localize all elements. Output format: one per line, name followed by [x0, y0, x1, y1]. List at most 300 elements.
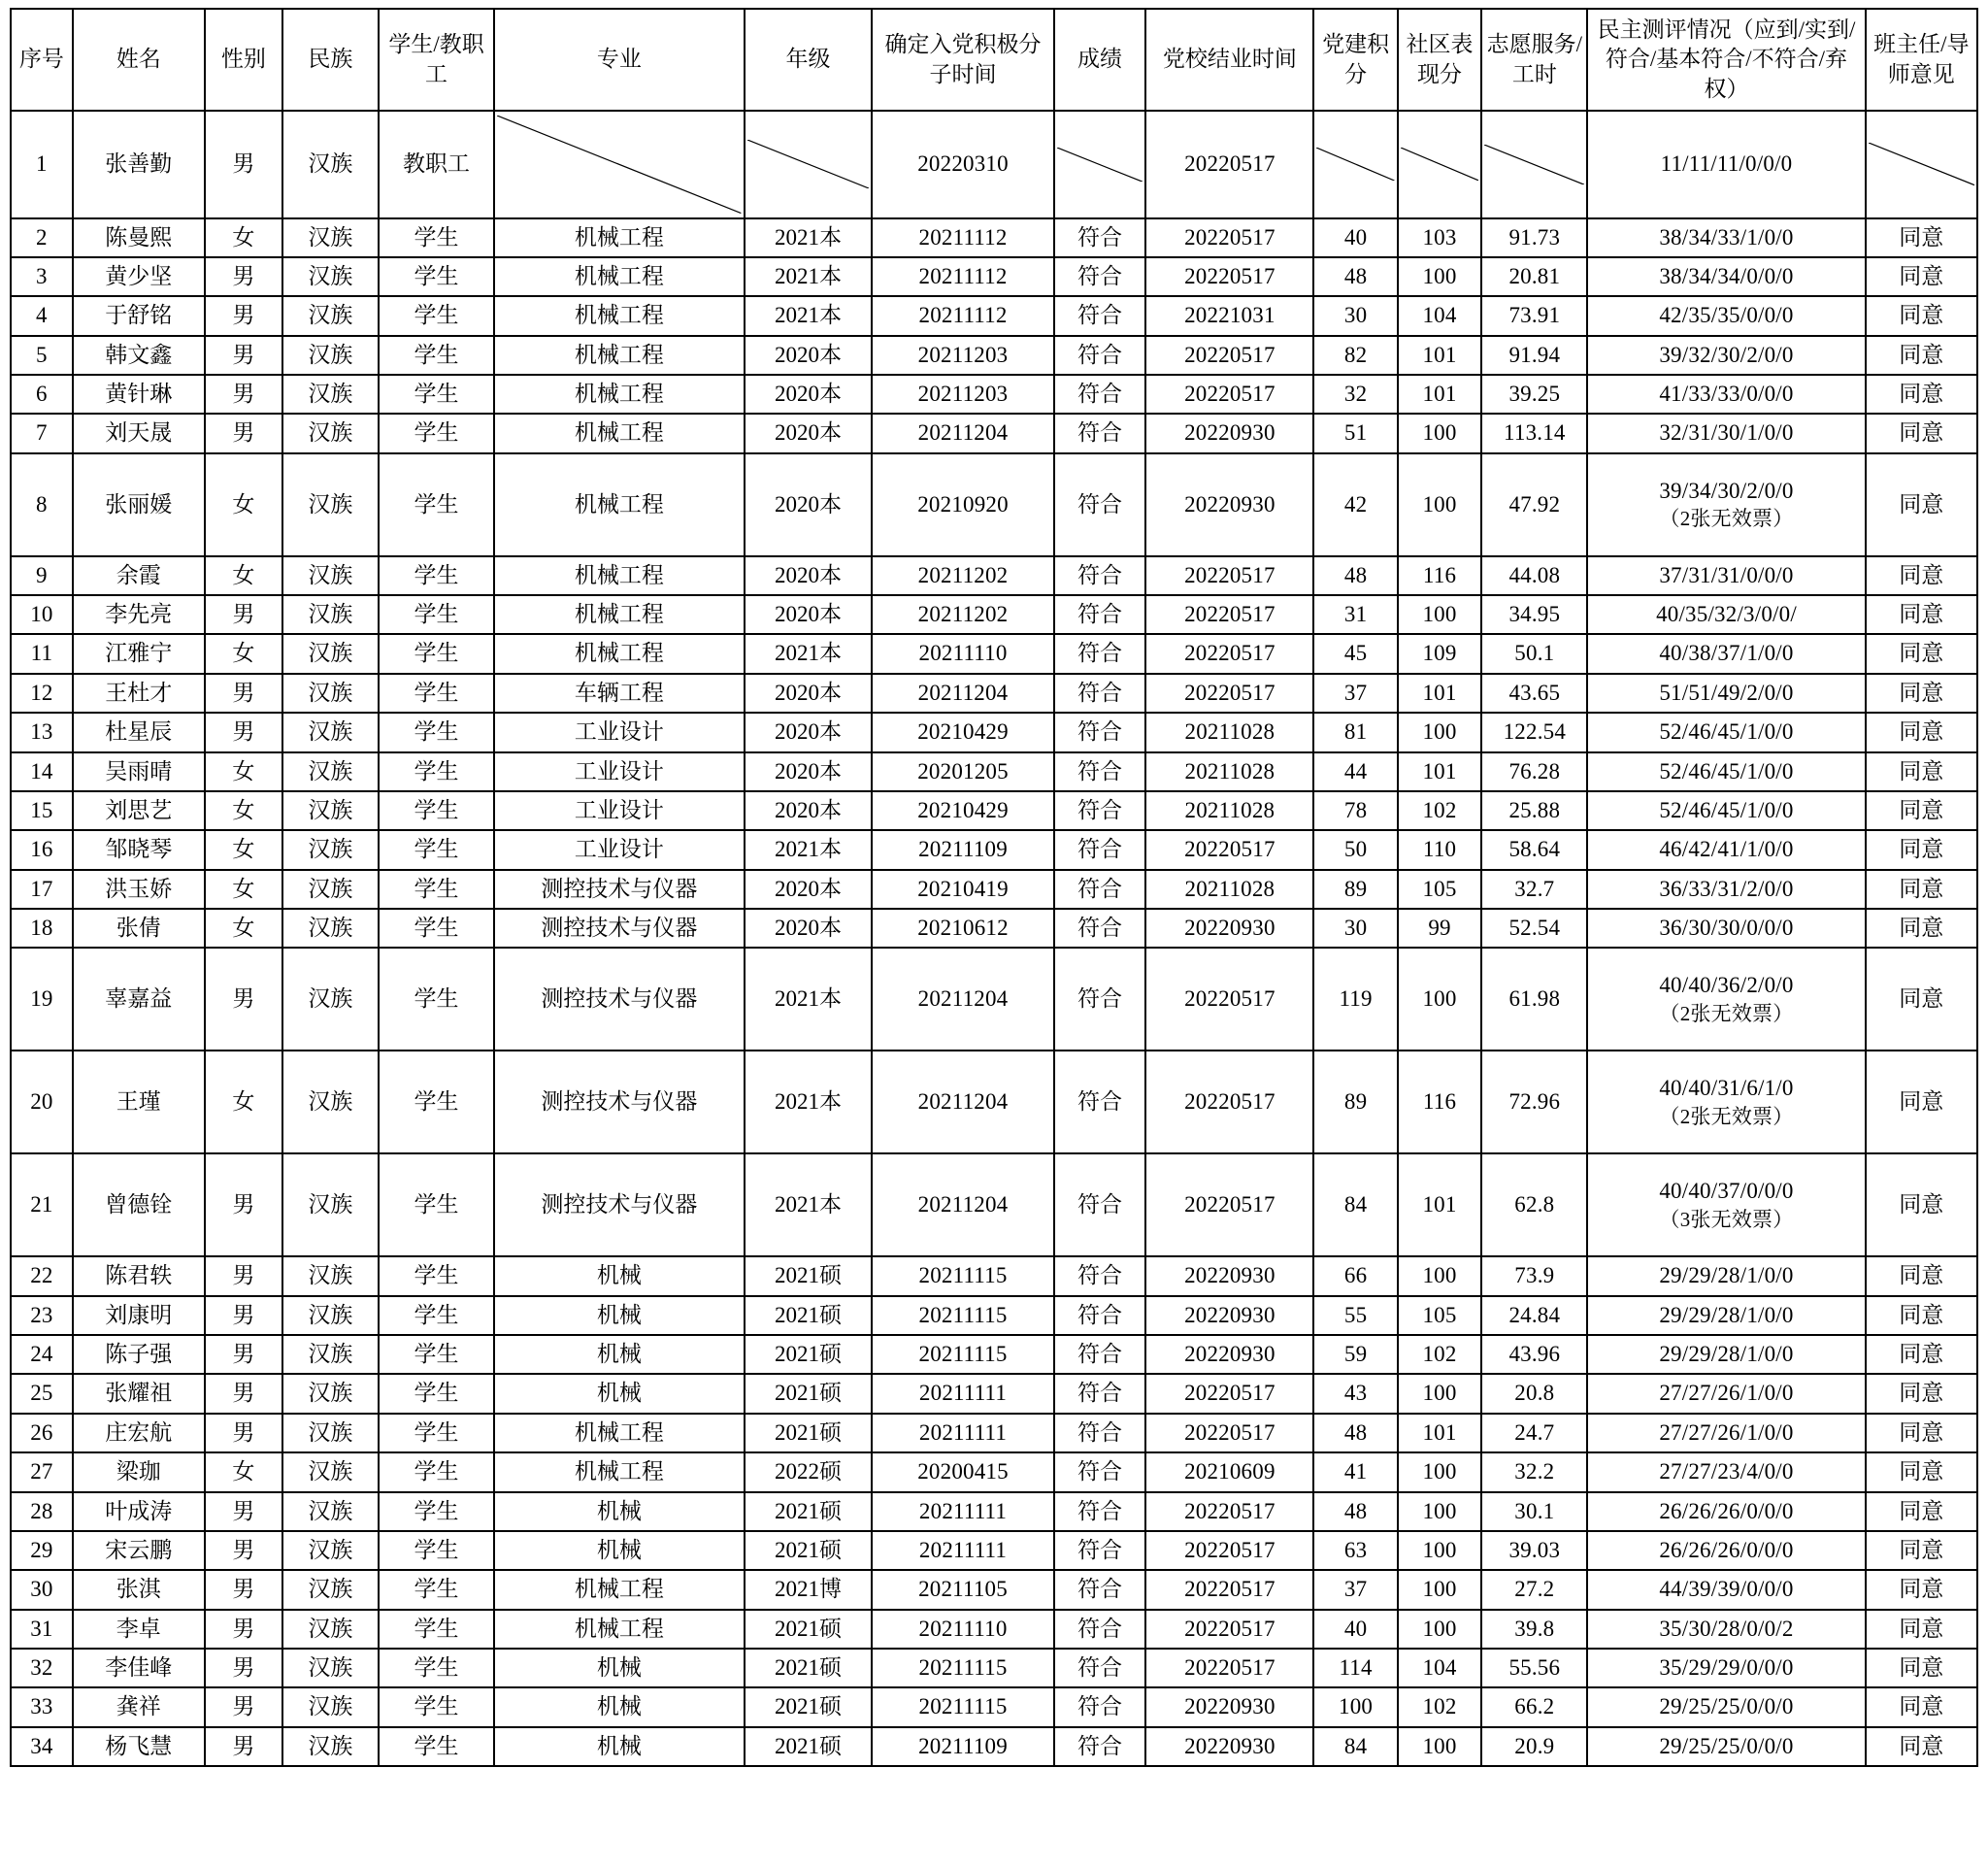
cell-party-school-date: 20220517 — [1145, 1492, 1313, 1531]
cell-party-points: 78 — [1313, 791, 1397, 830]
cell-democratic-evaluation: 40/35/32/3/0/0/ — [1587, 595, 1865, 634]
cell-score: 符合 — [1054, 1452, 1146, 1491]
cell-seq: 11 — [11, 634, 73, 673]
cell-democratic-evaluation: 27/27/26/1/0/0 — [1587, 1414, 1865, 1452]
cell-person-type: 学生 — [379, 336, 494, 375]
diagonal-line-icon — [1484, 145, 1584, 184]
cell-party-school-date: 20220930 — [1145, 453, 1313, 556]
cell-advisor-opinion: 同意 — [1866, 1452, 1977, 1491]
cell-party-school-date: 20211028 — [1145, 870, 1313, 909]
cell-score: 符合 — [1054, 1727, 1146, 1766]
cell-score: 符合 — [1054, 1296, 1146, 1335]
cell-ethnicity: 汉族 — [282, 1492, 379, 1531]
cell-activist-date: 20211110 — [872, 1610, 1053, 1649]
cell-grade: 2021硕 — [745, 1531, 873, 1570]
col-header-volunteer-hours: 志愿服务/工时 — [1481, 9, 1587, 111]
col-header-grade: 年级 — [745, 9, 873, 111]
cell-major: 机械工程 — [494, 1570, 744, 1609]
col-header-person-type: 学生/教职工 — [379, 9, 494, 111]
cell-party-points: 59 — [1313, 1335, 1397, 1374]
cell-person-type: 学生 — [379, 1374, 494, 1413]
cell-name: 刘天晟 — [73, 414, 205, 452]
cell-gender: 女 — [205, 634, 282, 673]
cell-name: 辜嘉益 — [73, 948, 205, 1051]
cell-advisor-opinion: 同意 — [1866, 1153, 1977, 1256]
cell-seq: 33 — [11, 1687, 73, 1726]
cell-person-type: 学生 — [379, 713, 494, 751]
cell-grade: 2021硕 — [745, 1727, 873, 1766]
cell-advisor-opinion: 同意 — [1866, 556, 1977, 595]
cell-party-school-date: 20220517 — [1145, 674, 1313, 713]
cell-score: 符合 — [1054, 1649, 1146, 1687]
cell-volunteer-hours: 27.2 — [1481, 1570, 1587, 1609]
cell-seq: 5 — [11, 336, 73, 375]
cell-seq: 18 — [11, 909, 73, 948]
diagonal-strike — [1316, 148, 1394, 181]
cell-party-points: 40 — [1313, 218, 1397, 257]
cell-volunteer-hours: 24.7 — [1481, 1414, 1587, 1452]
cell-major: 机械工程 — [494, 257, 744, 296]
cell-score: 符合 — [1054, 1374, 1146, 1413]
cell-major: 机械 — [494, 1649, 744, 1687]
cell-party-school-date: 20220930 — [1145, 1687, 1313, 1726]
cell-grade: 2020本 — [745, 752, 873, 791]
cell-community-score: 105 — [1398, 870, 1481, 909]
cell-seq: 10 — [11, 595, 73, 634]
cell-democratic-evaluation: 44/39/39/0/0/0 — [1587, 1570, 1865, 1609]
cell-party-school-date: 20220930 — [1145, 1727, 1313, 1766]
cell-democratic-evaluation: 36/33/31/2/0/0 — [1587, 870, 1865, 909]
cell-seq: 22 — [11, 1256, 73, 1295]
cell-party-points: 31 — [1313, 595, 1397, 634]
cell-seq: 25 — [11, 1374, 73, 1413]
cell-seq: 32 — [11, 1649, 73, 1687]
cell-ethnicity: 汉族 — [282, 336, 379, 375]
cell-advisor-opinion: 同意 — [1866, 1374, 1977, 1413]
cell-community-score: 100 — [1398, 595, 1481, 634]
cell-major: 机械工程 — [494, 634, 744, 673]
cell-seq: 31 — [11, 1610, 73, 1649]
cell-volunteer-hours: 25.88 — [1481, 791, 1587, 830]
cell-advisor-opinion: 同意 — [1866, 1727, 1977, 1766]
cell-party-points: 40 — [1313, 1610, 1397, 1649]
cell-advisor-opinion: 同意 — [1866, 1414, 1977, 1452]
cell-person-type: 学生 — [379, 595, 494, 634]
cell-person-type: 学生 — [379, 1570, 494, 1609]
cell-democratic-evaluation: 41/33/33/0/0/0 — [1587, 375, 1865, 414]
cell-party-school-date: 20220930 — [1145, 414, 1313, 452]
cell-seq: 14 — [11, 752, 73, 791]
cell-gender: 男 — [205, 1153, 282, 1256]
cell-community-score: 102 — [1398, 1687, 1481, 1726]
cell-score: 符合 — [1054, 1687, 1146, 1726]
cell-democratic-evaluation: 46/42/41/1/0/0 — [1587, 830, 1865, 869]
cell-gender: 男 — [205, 1531, 282, 1570]
cell-party-points: 81 — [1313, 713, 1397, 751]
cell-advisor-opinion: 同意 — [1866, 713, 1977, 751]
table-row — [11, 1610, 1977, 1649]
cell-name: 张耀祖 — [73, 1374, 205, 1413]
cell-person-type: 学生 — [379, 1452, 494, 1491]
cell-name: 张淇 — [73, 1570, 205, 1609]
cell-advisor-opinion: 同意 — [1866, 1687, 1977, 1726]
cell-party-school-date: 20220517 — [1145, 257, 1313, 296]
cell-community-score: 100 — [1398, 713, 1481, 751]
cell-volunteer-hours: 61.98 — [1481, 948, 1587, 1051]
cell-seq: 30 — [11, 1570, 73, 1609]
cell-major: 工业设计 — [494, 752, 744, 791]
cell-score — [1054, 111, 1146, 218]
cell-activist-date: 20211110 — [872, 634, 1053, 673]
col-header-party-points: 党建积分 — [1313, 9, 1397, 111]
cell-community-score: 101 — [1398, 674, 1481, 713]
cell-party-school-date: 20220930 — [1145, 1335, 1313, 1374]
diagonal-line-icon — [1316, 148, 1394, 181]
cell-community-score: 116 — [1398, 556, 1481, 595]
cell-major: 测控技术与仪器 — [494, 870, 744, 909]
cell-grade: 2021本 — [745, 948, 873, 1051]
cell-major: 机械 — [494, 1335, 744, 1374]
cell-name: 韩文鑫 — [73, 336, 205, 375]
cell-name: 叶成涛 — [73, 1492, 205, 1531]
cell-party-points: 100 — [1313, 1687, 1397, 1726]
cell-major: 工业设计 — [494, 713, 744, 751]
cell-person-type: 学生 — [379, 1414, 494, 1452]
cell-party-points: 43 — [1313, 1374, 1397, 1413]
col-header-score: 成绩 — [1054, 9, 1146, 111]
cell-grade: 2021硕 — [745, 1687, 873, 1726]
cell-major: 测控技术与仪器 — [494, 1051, 744, 1153]
cell-activist-date: 20211111 — [872, 1374, 1053, 1413]
cell-activist-date: 20211109 — [872, 830, 1053, 869]
cell-volunteer-hours: 20.81 — [1481, 257, 1587, 296]
cell-party-school-date: 20220517 — [1145, 375, 1313, 414]
cell-name: 曾德铨 — [73, 1153, 205, 1256]
col-header-activist-date: 确定入党积极分子时间 — [872, 9, 1053, 111]
cell-volunteer-hours: 50.1 — [1481, 634, 1587, 673]
cell-democratic-evaluation: 29/29/28/1/0/0 — [1587, 1256, 1865, 1295]
cell-party-points: 30 — [1313, 909, 1397, 948]
cell-community-score: 104 — [1398, 296, 1481, 335]
cell-community-score: 116 — [1398, 1051, 1481, 1153]
diagonal-strike — [1869, 143, 1974, 185]
cell-activist-date: 20210612 — [872, 909, 1053, 948]
cell-community-score: 100 — [1398, 414, 1481, 452]
cell-party-points: 63 — [1313, 1531, 1397, 1570]
cell-activist-date: 20211204 — [872, 1153, 1053, 1256]
cell-seq: 21 — [11, 1153, 73, 1256]
cell-democratic-evaluation: 35/29/29/0/0/0 — [1587, 1649, 1865, 1687]
table-row — [11, 870, 1977, 909]
cell-party-points: 50 — [1313, 830, 1397, 869]
cell-community-score: 101 — [1398, 336, 1481, 375]
cell-major: 机械 — [494, 1687, 744, 1726]
cell-party-school-date: 20220517 — [1145, 336, 1313, 375]
cell-person-type: 学生 — [379, 752, 494, 791]
cell-democratic-evaluation: 39/34/30/2/0/0 （2张无效票） — [1587, 453, 1865, 556]
cell-party-points: 48 — [1313, 1492, 1397, 1531]
cell-advisor-opinion: 同意 — [1866, 375, 1977, 414]
cell-score: 符合 — [1054, 218, 1146, 257]
cell-gender: 男 — [205, 713, 282, 751]
cell-gender: 男 — [205, 595, 282, 634]
cell-gender: 女 — [205, 752, 282, 791]
cell-volunteer-hours: 30.1 — [1481, 1492, 1587, 1531]
cell-score: 符合 — [1054, 1335, 1146, 1374]
cell-seq: 7 — [11, 414, 73, 452]
cell-name: 王瑾 — [73, 1051, 205, 1153]
cell-gender: 女 — [205, 830, 282, 869]
cell-seq: 12 — [11, 674, 73, 713]
cell-party-school-date: 20211028 — [1145, 713, 1313, 751]
cell-activist-date: 20211115 — [872, 1649, 1053, 1687]
table-row — [11, 1153, 1977, 1256]
cell-name: 刘思艺 — [73, 791, 205, 830]
cell-democratic-evaluation: 40/40/37/0/0/0 （3张无效票） — [1587, 1153, 1865, 1256]
cell-name: 陈曼熙 — [73, 218, 205, 257]
table-row — [11, 336, 1977, 375]
cell-score: 符合 — [1054, 1570, 1146, 1609]
cell-person-type: 学生 — [379, 1687, 494, 1726]
col-header-ethnicity: 民族 — [282, 9, 379, 111]
cell-community-score: 102 — [1398, 1335, 1481, 1374]
cell-party-school-date: 20220930 — [1145, 1256, 1313, 1295]
cell-volunteer-hours: 122.54 — [1481, 713, 1587, 751]
cell-activist-date: 20211115 — [872, 1687, 1053, 1726]
cell-activist-date: 20211112 — [872, 257, 1053, 296]
cell-democratic-evaluation: 29/25/25/0/0/0 — [1587, 1687, 1865, 1726]
cell-person-type: 学生 — [379, 1531, 494, 1570]
cell-name: 邹晓琴 — [73, 830, 205, 869]
cell-democratic-evaluation: 29/25/25/0/0/0 — [1587, 1727, 1865, 1766]
party-applicant-table — [10, 8, 1978, 1767]
cell-score: 符合 — [1054, 296, 1146, 335]
cell-person-type: 学生 — [379, 674, 494, 713]
cell-seq: 8 — [11, 453, 73, 556]
cell-gender: 男 — [205, 1492, 282, 1531]
cell-party-points: 84 — [1313, 1727, 1397, 1766]
cell-gender: 女 — [205, 453, 282, 556]
cell-ethnicity: 汉族 — [282, 1296, 379, 1335]
cell-party-points: 30 — [1313, 296, 1397, 335]
cell-activist-date: 20210429 — [872, 713, 1053, 751]
cell-volunteer-hours: 32.7 — [1481, 870, 1587, 909]
cell-democratic-evaluation: 52/46/45/1/0/0 — [1587, 791, 1865, 830]
cell-major: 工业设计 — [494, 791, 744, 830]
cell-grade: 2021硕 — [745, 1649, 873, 1687]
cell-democratic-evaluation: 40/38/37/1/0/0 — [1587, 634, 1865, 673]
cell-grade: 2021硕 — [745, 1492, 873, 1531]
table-row — [11, 1531, 1977, 1570]
cell-name: 刘康明 — [73, 1296, 205, 1335]
cell-person-type: 学生 — [379, 375, 494, 414]
table-row — [11, 218, 1977, 257]
cell-grade: 2020本 — [745, 909, 873, 948]
table-row — [11, 830, 1977, 869]
cell-person-type: 学生 — [379, 453, 494, 556]
cell-gender: 男 — [205, 111, 282, 218]
cell-party-school-date: 20221031 — [1145, 296, 1313, 335]
cell-score: 符合 — [1054, 556, 1146, 595]
cell-major — [494, 111, 744, 218]
cell-ethnicity: 汉族 — [282, 870, 379, 909]
cell-name: 李佳峰 — [73, 1649, 205, 1687]
cell-volunteer-hours: 44.08 — [1481, 556, 1587, 595]
cell-major: 机械 — [494, 1374, 744, 1413]
cell-community-score: 103 — [1398, 218, 1481, 257]
cell-ethnicity: 汉族 — [282, 1335, 379, 1374]
cell-advisor-opinion: 同意 — [1866, 1610, 1977, 1649]
cell-community-score: 99 — [1398, 909, 1481, 948]
cell-person-type: 学生 — [379, 296, 494, 335]
cell-person-type: 学生 — [379, 1296, 494, 1335]
cell-score: 符合 — [1054, 1051, 1146, 1153]
cell-party-school-date: 20220517 — [1145, 1414, 1313, 1452]
cell-person-type: 学生 — [379, 414, 494, 452]
cell-volunteer-hours: 34.95 — [1481, 595, 1587, 634]
cell-score: 符合 — [1054, 948, 1146, 1051]
cell-volunteer-hours: 39.25 — [1481, 375, 1587, 414]
cell-party-points: 45 — [1313, 634, 1397, 673]
cell-ethnicity: 汉族 — [282, 556, 379, 595]
cell-seq: 27 — [11, 1452, 73, 1491]
cell-grade: 2021硕 — [745, 1610, 873, 1649]
cell-democratic-evaluation: 36/30/30/0/0/0 — [1587, 909, 1865, 948]
cell-grade: 2020本 — [745, 336, 873, 375]
cell-democratic-evaluation: 26/26/26/0/0/0 — [1587, 1531, 1865, 1570]
cell-major: 机械工程 — [494, 1452, 744, 1491]
cell-major: 车辆工程 — [494, 674, 744, 713]
cell-advisor-opinion: 同意 — [1866, 257, 1977, 296]
cell-democratic-evaluation: 52/46/45/1/0/0 — [1587, 713, 1865, 751]
cell-democratic-evaluation: 42/35/35/0/0/0 — [1587, 296, 1865, 335]
cell-seq: 29 — [11, 1531, 73, 1570]
cell-party-points: 89 — [1313, 1051, 1397, 1153]
table-row — [11, 791, 1977, 830]
cell-democratic-evaluation: 40/40/31/6/1/0 （2张无效票） — [1587, 1051, 1865, 1153]
cell-party-points: 42 — [1313, 453, 1397, 556]
cell-person-type: 学生 — [379, 218, 494, 257]
cell-activist-date: 20210429 — [872, 791, 1053, 830]
cell-community-score: 100 — [1398, 1727, 1481, 1766]
cell-activist-date: 20220310 — [872, 111, 1053, 218]
cell-gender: 男 — [205, 296, 282, 335]
diagonal-strike — [1057, 148, 1143, 182]
cell-activist-date: 20211109 — [872, 1727, 1053, 1766]
cell-grade: 2021本 — [745, 218, 873, 257]
cell-party-points: 37 — [1313, 1570, 1397, 1609]
table-body — [11, 111, 1977, 1766]
cell-major: 机械 — [494, 1256, 744, 1295]
cell-seq: 9 — [11, 556, 73, 595]
table-row — [11, 1492, 1977, 1531]
table-row — [11, 453, 1977, 556]
cell-ethnicity: 汉族 — [282, 634, 379, 673]
cell-gender: 男 — [205, 1414, 282, 1452]
cell-community-score: 100 — [1398, 948, 1481, 1051]
cell-advisor-opinion: 同意 — [1866, 634, 1977, 673]
cell-person-type: 学生 — [379, 791, 494, 830]
cell-party-school-date: 20210609 — [1145, 1452, 1313, 1491]
table-row — [11, 909, 1977, 948]
cell-name: 吴雨晴 — [73, 752, 205, 791]
cell-ethnicity: 汉族 — [282, 752, 379, 791]
cell-activist-date: 20211204 — [872, 674, 1053, 713]
cell-ethnicity: 汉族 — [282, 414, 379, 452]
cell-volunteer-hours: 73.9 — [1481, 1256, 1587, 1295]
cell-community-score: 100 — [1398, 1610, 1481, 1649]
cell-volunteer-hours: 20.8 — [1481, 1374, 1587, 1413]
cell-score: 符合 — [1054, 1256, 1146, 1295]
cell-party-points: 32 — [1313, 375, 1397, 414]
cell-ethnicity: 汉族 — [282, 1531, 379, 1570]
cell-volunteer-hours: 91.94 — [1481, 336, 1587, 375]
cell-activist-date: 20200415 — [872, 1452, 1053, 1491]
cell-ethnicity: 汉族 — [282, 1256, 379, 1295]
cell-community-score: 101 — [1398, 375, 1481, 414]
cell-gender: 女 — [205, 870, 282, 909]
cell-major: 机械 — [494, 1492, 744, 1531]
cell-seq: 17 — [11, 870, 73, 909]
cell-volunteer-hours: 91.73 — [1481, 218, 1587, 257]
cell-gender: 男 — [205, 375, 282, 414]
cell-person-type: 教职工 — [379, 111, 494, 218]
cell-democratic-evaluation: 38/34/34/0/0/0 — [1587, 257, 1865, 296]
col-header-gender: 性别 — [205, 9, 282, 111]
cell-advisor-opinion: 同意 — [1866, 909, 1977, 948]
cell-seq: 13 — [11, 713, 73, 751]
cell-volunteer-hours: 43.96 — [1481, 1335, 1587, 1374]
cell-democratic-evaluation: 52/46/45/1/0/0 — [1587, 752, 1865, 791]
cell-grade: 2021硕 — [745, 1374, 873, 1413]
cell-score: 符合 — [1054, 1531, 1146, 1570]
cell-party-school-date: 20220517 — [1145, 634, 1313, 673]
cell-party-school-date: 20220517 — [1145, 1570, 1313, 1609]
cell-ethnicity: 汉族 — [282, 909, 379, 948]
cell-activist-date: 20201205 — [872, 752, 1053, 791]
cell-community-score: 100 — [1398, 1492, 1481, 1531]
cell-activist-date: 20211115 — [872, 1335, 1053, 1374]
cell-ethnicity: 汉族 — [282, 1610, 379, 1649]
cell-grade: 2020本 — [745, 870, 873, 909]
cell-democratic-evaluation: 29/29/28/1/0/0 — [1587, 1335, 1865, 1374]
cell-name: 洪玉娇 — [73, 870, 205, 909]
cell-major: 机械工程 — [494, 218, 744, 257]
cell-party-points: 89 — [1313, 870, 1397, 909]
cell-volunteer-hours: 47.92 — [1481, 453, 1587, 556]
cell-community-score: 100 — [1398, 257, 1481, 296]
cell-activist-date: 20211112 — [872, 218, 1053, 257]
cell-grade: 2021本 — [745, 634, 873, 673]
cell-grade: 2020本 — [745, 791, 873, 830]
diagonal-strike — [497, 116, 741, 214]
cell-score: 符合 — [1054, 453, 1146, 556]
cell-score: 符合 — [1054, 634, 1146, 673]
cell-democratic-evaluation: 39/32/30/2/0/0 — [1587, 336, 1865, 375]
cell-party-school-date: 20220517 — [1145, 1610, 1313, 1649]
cell-party-school-date: 20220517 — [1145, 111, 1313, 218]
cell-community-score: 105 — [1398, 1296, 1481, 1335]
cell-score: 符合 — [1054, 752, 1146, 791]
col-header-party-school-date: 党校结业时间 — [1145, 9, 1313, 111]
cell-gender: 男 — [205, 1610, 282, 1649]
table-row — [11, 1727, 1977, 1766]
cell-party-points: 41 — [1313, 1452, 1397, 1491]
cell-gender: 男 — [205, 1687, 282, 1726]
cell-party-points: 55 — [1313, 1296, 1397, 1335]
cell-ethnicity: 汉族 — [282, 1570, 379, 1609]
cell-name: 黄针琳 — [73, 375, 205, 414]
